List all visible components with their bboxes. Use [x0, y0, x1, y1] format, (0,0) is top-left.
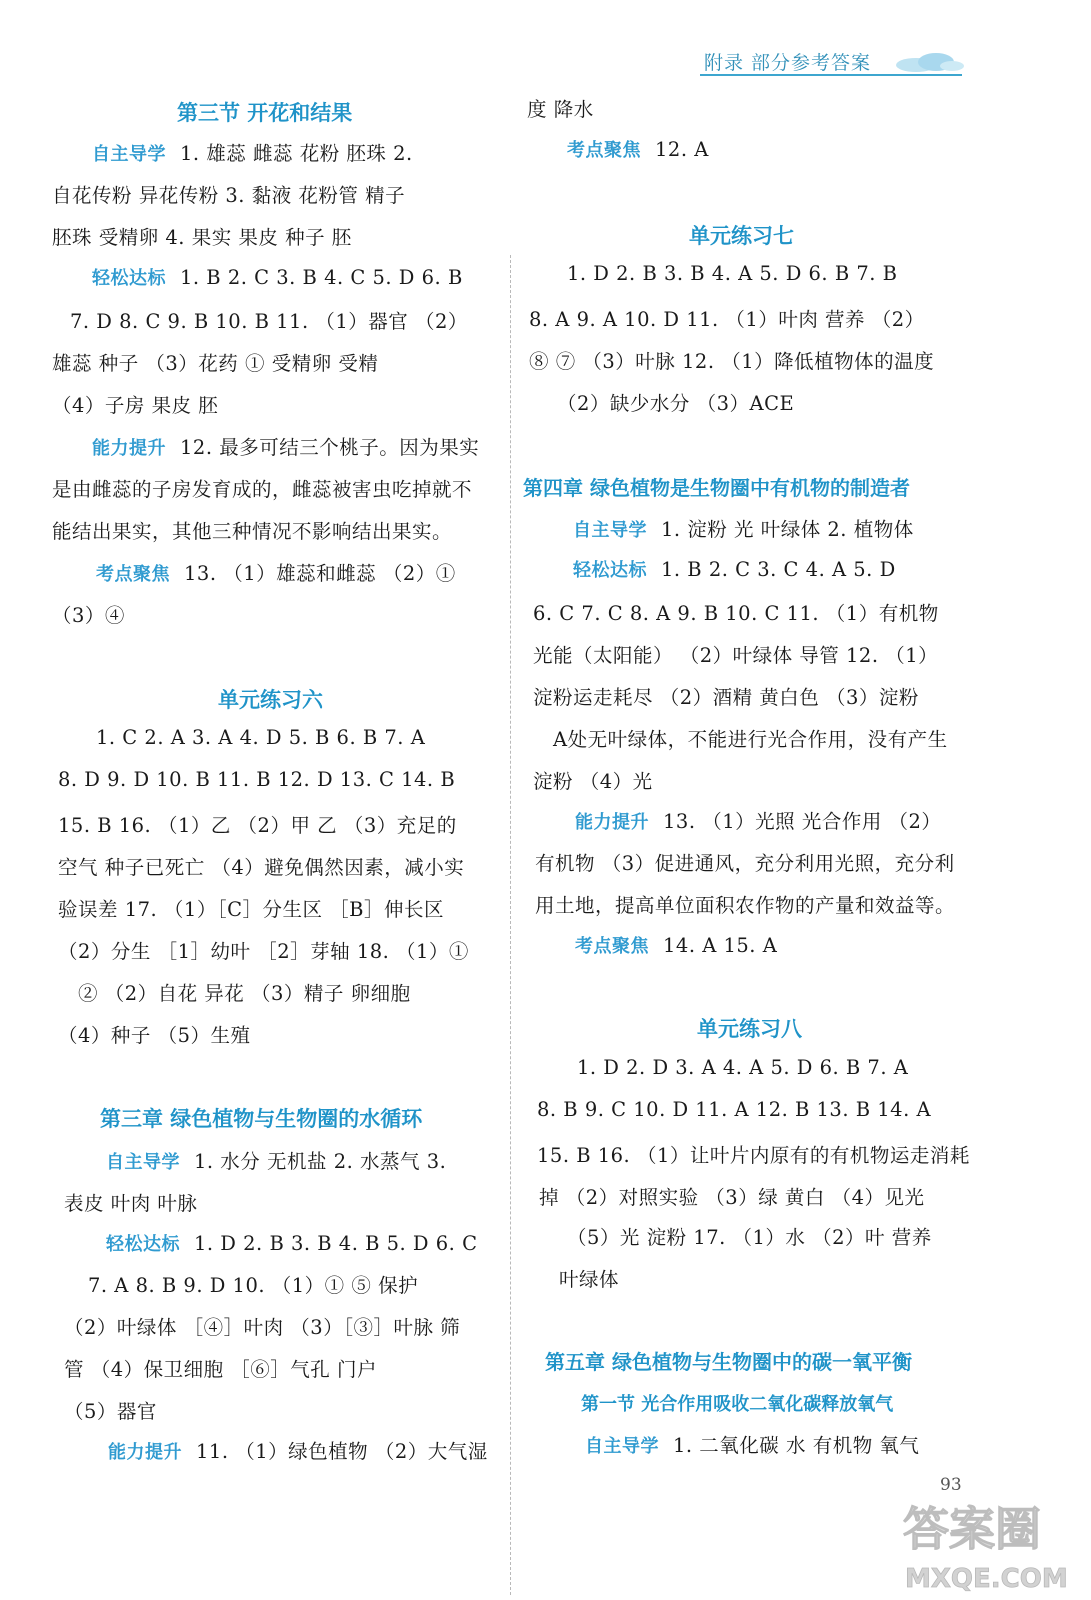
- section-title: 单元练习七: [689, 224, 794, 248]
- answer-line: 15. B 16. （1）乙 （2）甲 乙 （3）充足的: [58, 814, 457, 837]
- section-label: 能力提升: [92, 438, 166, 459]
- chapter-title: 第三章 绿色植物与生物圈的水循环: [100, 1107, 423, 1131]
- answer-line: A处无叶绿体，不能进行光合作用，没有产生: [553, 728, 948, 751]
- section-title: 单元练习六: [218, 688, 323, 712]
- answer-line: （2）分生 ［1］幼叶 ［2］芽轴 18. （1）①: [58, 940, 469, 963]
- section-label: 自主导学: [106, 1152, 180, 1173]
- answer-line: [585, 1430, 919, 1458]
- answer-line: 有机物 （3）促进通风，充分利用光照，充分利: [535, 852, 955, 875]
- answer-line: [92, 264, 463, 290]
- answer-line: [108, 1436, 488, 1464]
- answer-text: 1. B 2. C 3. B 4. C 5. D 6. B: [180, 266, 463, 289]
- answer-line: 是由雌蕊的子房发育成的，雌蕊被害虫吃掉就不: [52, 478, 473, 501]
- answer-line: [92, 138, 413, 166]
- section-label: 自主导学: [573, 520, 647, 541]
- answer-line: （5）器官: [64, 1400, 157, 1423]
- section-label: 轻松达标: [573, 560, 647, 581]
- section-label: 能力提升: [575, 812, 649, 833]
- answer-line: 空气 种子已死亡 （4）避免偶然因素，减小实: [58, 856, 465, 879]
- answer-line: 7. A 8. B 9. D 10. （1）① ⑤ 保护: [88, 1274, 419, 1297]
- answer-line: ⑧ ⑦ （3）叶脉 12. （1）降低植物体的温度: [529, 350, 935, 373]
- answer-line: 用土地，提高单位面积农作物的产量和效益等。: [535, 894, 956, 917]
- answer-line: 8. D 9. D 10. B 11. B 12. D 13. C 14. B: [58, 768, 456, 791]
- answer-line: [575, 932, 777, 958]
- answer-text: 1. B 2. C 3. C 4. A 5. D: [661, 558, 896, 581]
- answer-line: 6. C 7. C 8. A 9. B 10. C 11. （1）有机物: [533, 602, 939, 625]
- chapter-title: 第五章 绿色植物与生物圈中的碳一氧平衡: [545, 1350, 912, 1374]
- answer-text: 14. A 15. A: [663, 934, 778, 957]
- answer-line: （2）叶绿体 ［④］叶肉 （3）［③］叶脉 筛: [64, 1316, 461, 1339]
- section-label: 轻松达标: [92, 268, 166, 289]
- answer-line: 自花传粉 异花传粉 3. 黏液 花粉管 精子: [52, 184, 406, 207]
- answer-line: 度 降水: [527, 98, 594, 121]
- answer-text: 1. 雄蕊 雌蕊 花粉 胚珠 2.: [180, 142, 413, 165]
- answer-line: 淀粉运走耗尽 （2）酒精 黄白色 （3）淀粉: [533, 686, 919, 709]
- answer-line: 表皮 叶肉 叶脉: [64, 1192, 198, 1215]
- section-label: 自主导学: [92, 144, 166, 165]
- answer-line: 胚珠 受精卵 4. 果实 果皮 种子 胚: [52, 226, 352, 249]
- answer-text: 13. （1）光照 光合作用 （2）: [663, 810, 942, 833]
- answer-line: [573, 514, 914, 542]
- answer-text: 13. （1）雄蕊和雌蕊 （2）①: [184, 562, 456, 585]
- answer-line: 1. D 2. B 3. B 4. A 5. D 6. B 7. B: [567, 262, 898, 285]
- section-title: 第三节 开花和结果: [177, 101, 353, 125]
- answer-text: 1. D 2. B 3. B 4. B 5. D 6. C: [194, 1232, 478, 1255]
- answer-line: 8. B 9. C 10. D 11. A 12. B 13. B 14. A: [537, 1098, 932, 1121]
- answer-text: 1. 淀粉 光 叶绿体 2. 植物体: [661, 518, 914, 541]
- answer-line: 1. C 2. A 3. A 4. D 5. B 6. B 7. A: [96, 726, 426, 749]
- answer-line: 光能（太阳能） （2）叶绿体 导管 12. （1）: [533, 644, 939, 667]
- section-label: 考点聚焦: [96, 564, 170, 585]
- section-label: 轻松达标: [106, 1234, 180, 1255]
- answer-text: 1. 水分 无机盐 2. 水蒸气 3.: [194, 1150, 447, 1173]
- watermark-url: MXQE.COM: [905, 1564, 1068, 1594]
- answer-line: （3）④: [52, 604, 125, 627]
- section-label: 考点聚焦: [575, 936, 649, 957]
- answer-line: （2）缺少水分 （3）ACE: [557, 392, 795, 415]
- answer-line: （4）种子 （5）生殖: [58, 1024, 251, 1047]
- answer-line: 7. D 8. C 9. B 10. B 11. （1）器官 （2）: [70, 310, 468, 333]
- section-label: 自主导学: [585, 1436, 659, 1457]
- answer-line: [106, 1146, 446, 1174]
- column-divider: [510, 255, 511, 1595]
- page-number: 93: [940, 1475, 962, 1495]
- answer-text: 11. （1）绿色植物 （2）大气湿: [196, 1440, 488, 1463]
- answer-line: 雄蕊 种子 （3）花药 ① 受精卵 受精: [52, 352, 379, 375]
- page-header: [700, 46, 968, 78]
- answer-line: （4）子房 果皮 胚: [52, 394, 219, 417]
- answer-line: 能结出果实，其他三种情况不影响结出果实。: [52, 520, 453, 543]
- answer-line: 8. A 9. A 10. D 11. （1）叶肉 营养 （2）: [529, 308, 925, 331]
- answer-line: 验误差 17. （1）［C］分生区 ［B］伸长区: [58, 898, 445, 921]
- answer-line: [575, 806, 941, 834]
- section-label: 考点聚焦: [567, 140, 641, 161]
- answer-line: 叶绿体: [559, 1268, 620, 1291]
- answer-line: [567, 136, 709, 162]
- cloud-icon: [894, 50, 964, 72]
- answer-line: 淀粉 （4）光: [533, 770, 653, 793]
- answer-line: （5）光 淀粉 17. （1）水 （2）叶 营养: [567, 1226, 932, 1249]
- answer-line: [573, 556, 896, 582]
- watermark-title: 答案圈: [903, 1502, 1041, 1556]
- answer-text: 12. A: [655, 138, 709, 161]
- answer-text: 12. 最多可结三个桃子。因为果实: [180, 436, 480, 459]
- answer-line: [106, 1230, 478, 1256]
- answer-line: [96, 558, 456, 586]
- answer-line: 1. D 2. D 3. A 4. A 5. D 6. B 7. A: [577, 1056, 909, 1079]
- header-rule: [700, 74, 962, 76]
- section-title: 单元练习八: [697, 1017, 802, 1041]
- answer-line: [92, 432, 479, 460]
- answer-line: ② （2）自花 异花 （3）精子 卵细胞: [78, 982, 411, 1005]
- section-title: 第一节 光合作用吸收二氧化碳释放氧气: [581, 1394, 894, 1415]
- answer-text: 1. 二氧化碳 水 有机物 氧气: [673, 1434, 920, 1457]
- chapter-title: 第四章 绿色植物是生物圈中有机物的制造者: [523, 476, 910, 500]
- header-text: 附录 部分参考答案: [704, 52, 872, 74]
- watermark-logo: [893, 1475, 1073, 1595]
- answer-line: 掉 （2）对照实验 （3）绿 黄白 （4）见光: [539, 1186, 925, 1209]
- answer-line: 管 （4）保卫细胞 ［⑥］气孔 门户: [64, 1358, 378, 1381]
- section-label: 能力提升: [108, 1442, 182, 1463]
- answer-line: 15. B 16. （1）让叶片内原有的有机物运走消耗: [537, 1144, 970, 1167]
